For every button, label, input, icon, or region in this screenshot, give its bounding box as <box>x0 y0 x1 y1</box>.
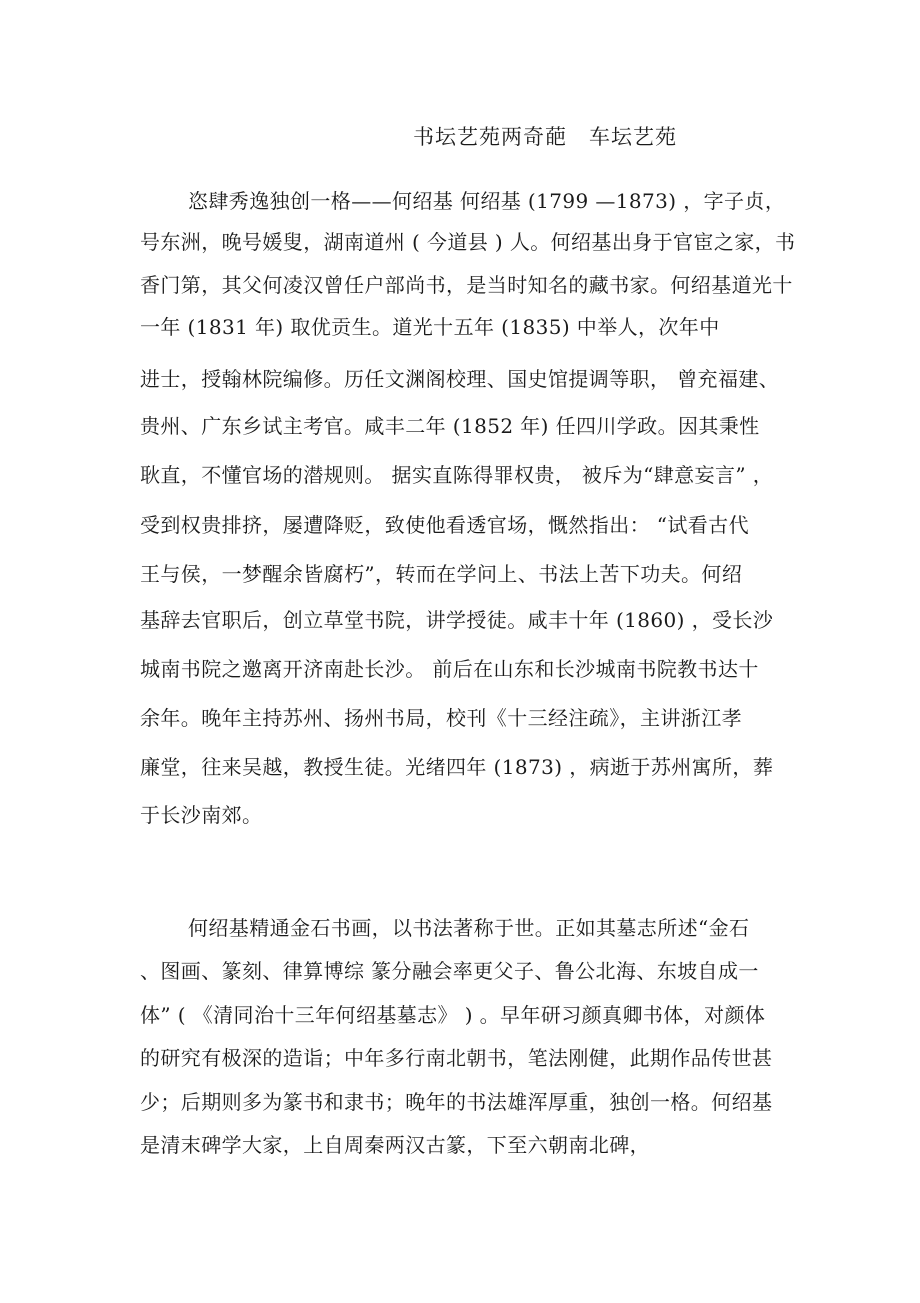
paragraph-line: 耿直，不懂官场的潜规则。 据实直陈得罪权贵， 被斥为“肆意妄言” ， <box>140 463 774 487</box>
paragraph-line: 廉堂，往来吴越，教授生徒。光绪四年 (1873) ，病逝于苏州寓所，葬 <box>140 755 774 779</box>
paragraph-line: 的研究有极深的造诣；中年多行南北朝书，笔法刚健，此期作品传世甚 <box>140 1046 773 1070</box>
paragraph-line: 少；后期则多为篆书和隶书；晚年的书法雄浑厚重，独创一格。何绍基 <box>140 1090 773 1114</box>
paragraph-line: 是清末碑学大家，上自周秦两汉古篆，下至六朝南北碑， <box>140 1133 650 1157</box>
paragraph-line: 香门第，其父何凌汉曾任户部尚书，是当时知名的藏书家。何绍基道光十 <box>140 273 793 297</box>
paragraph-line: 何绍基精通金石书画，以书法著称于世。正如其墓志所述“金石 <box>188 916 750 940</box>
paragraph-line: 王与侯，一梦醒余皆腐朽”，转而在学问上、书法上苦下功夫。何绍 <box>140 562 743 586</box>
paragraph-line: 一年 (1831 年) 取优贡生。道光十五年 (1835) 中举人，次年中 <box>140 315 720 339</box>
paragraph-line: 贵州、广东乡试主考官。咸丰二年 (1852 年) 任四川学政。因其秉性 <box>140 414 760 438</box>
paragraph-line: 恣肆秀逸独创一格——何绍基 何绍基 (1799 —1873) ，字子贞， <box>188 189 786 213</box>
paragraph-line: 受到权贵排挤，屡遭降贬，致使他看透官场，慨然指出： “试看古代 <box>140 513 749 537</box>
paragraph-line: 余年。晚年主持苏州、扬州书局，校刊《十三经注疏》，主讲浙江孝 <box>140 706 742 730</box>
paragraph-line: 基辞去官职后，创立草堂书院，讲学授徒。咸丰十年 (1860) ，受长沙 <box>140 608 774 632</box>
paragraph-line: 体” ( 《清同治十三年何绍基墓志》 ) 。早年研习颜真卿书体，对颜体 <box>140 1003 766 1027</box>
paragraph-line: 号东洲，晚号媛叟，湖南道州 ( 今道县 ) 人。何绍基出身于官宦之家，书 <box>140 230 796 254</box>
paragraph-line: 进士，授翰林院编修。历任文渊阁校理、国史馆提调等职， 曾充福建、 <box>140 367 780 391</box>
paragraph-line: 于长沙南郊。 <box>140 803 263 827</box>
paragraph-line: 城南书院之邀离开济南赴长沙。 前后在山东和长沙城南书院教书达十 <box>140 657 759 681</box>
paragraph-line: 、图画、篆刻、律算博综 篆分融会率更父子、鲁公北海、东坡自成一 <box>140 959 759 983</box>
title-sub: 车坛艺苑 <box>589 125 677 149</box>
title-main: 书坛艺苑两奇葩 <box>413 125 567 149</box>
